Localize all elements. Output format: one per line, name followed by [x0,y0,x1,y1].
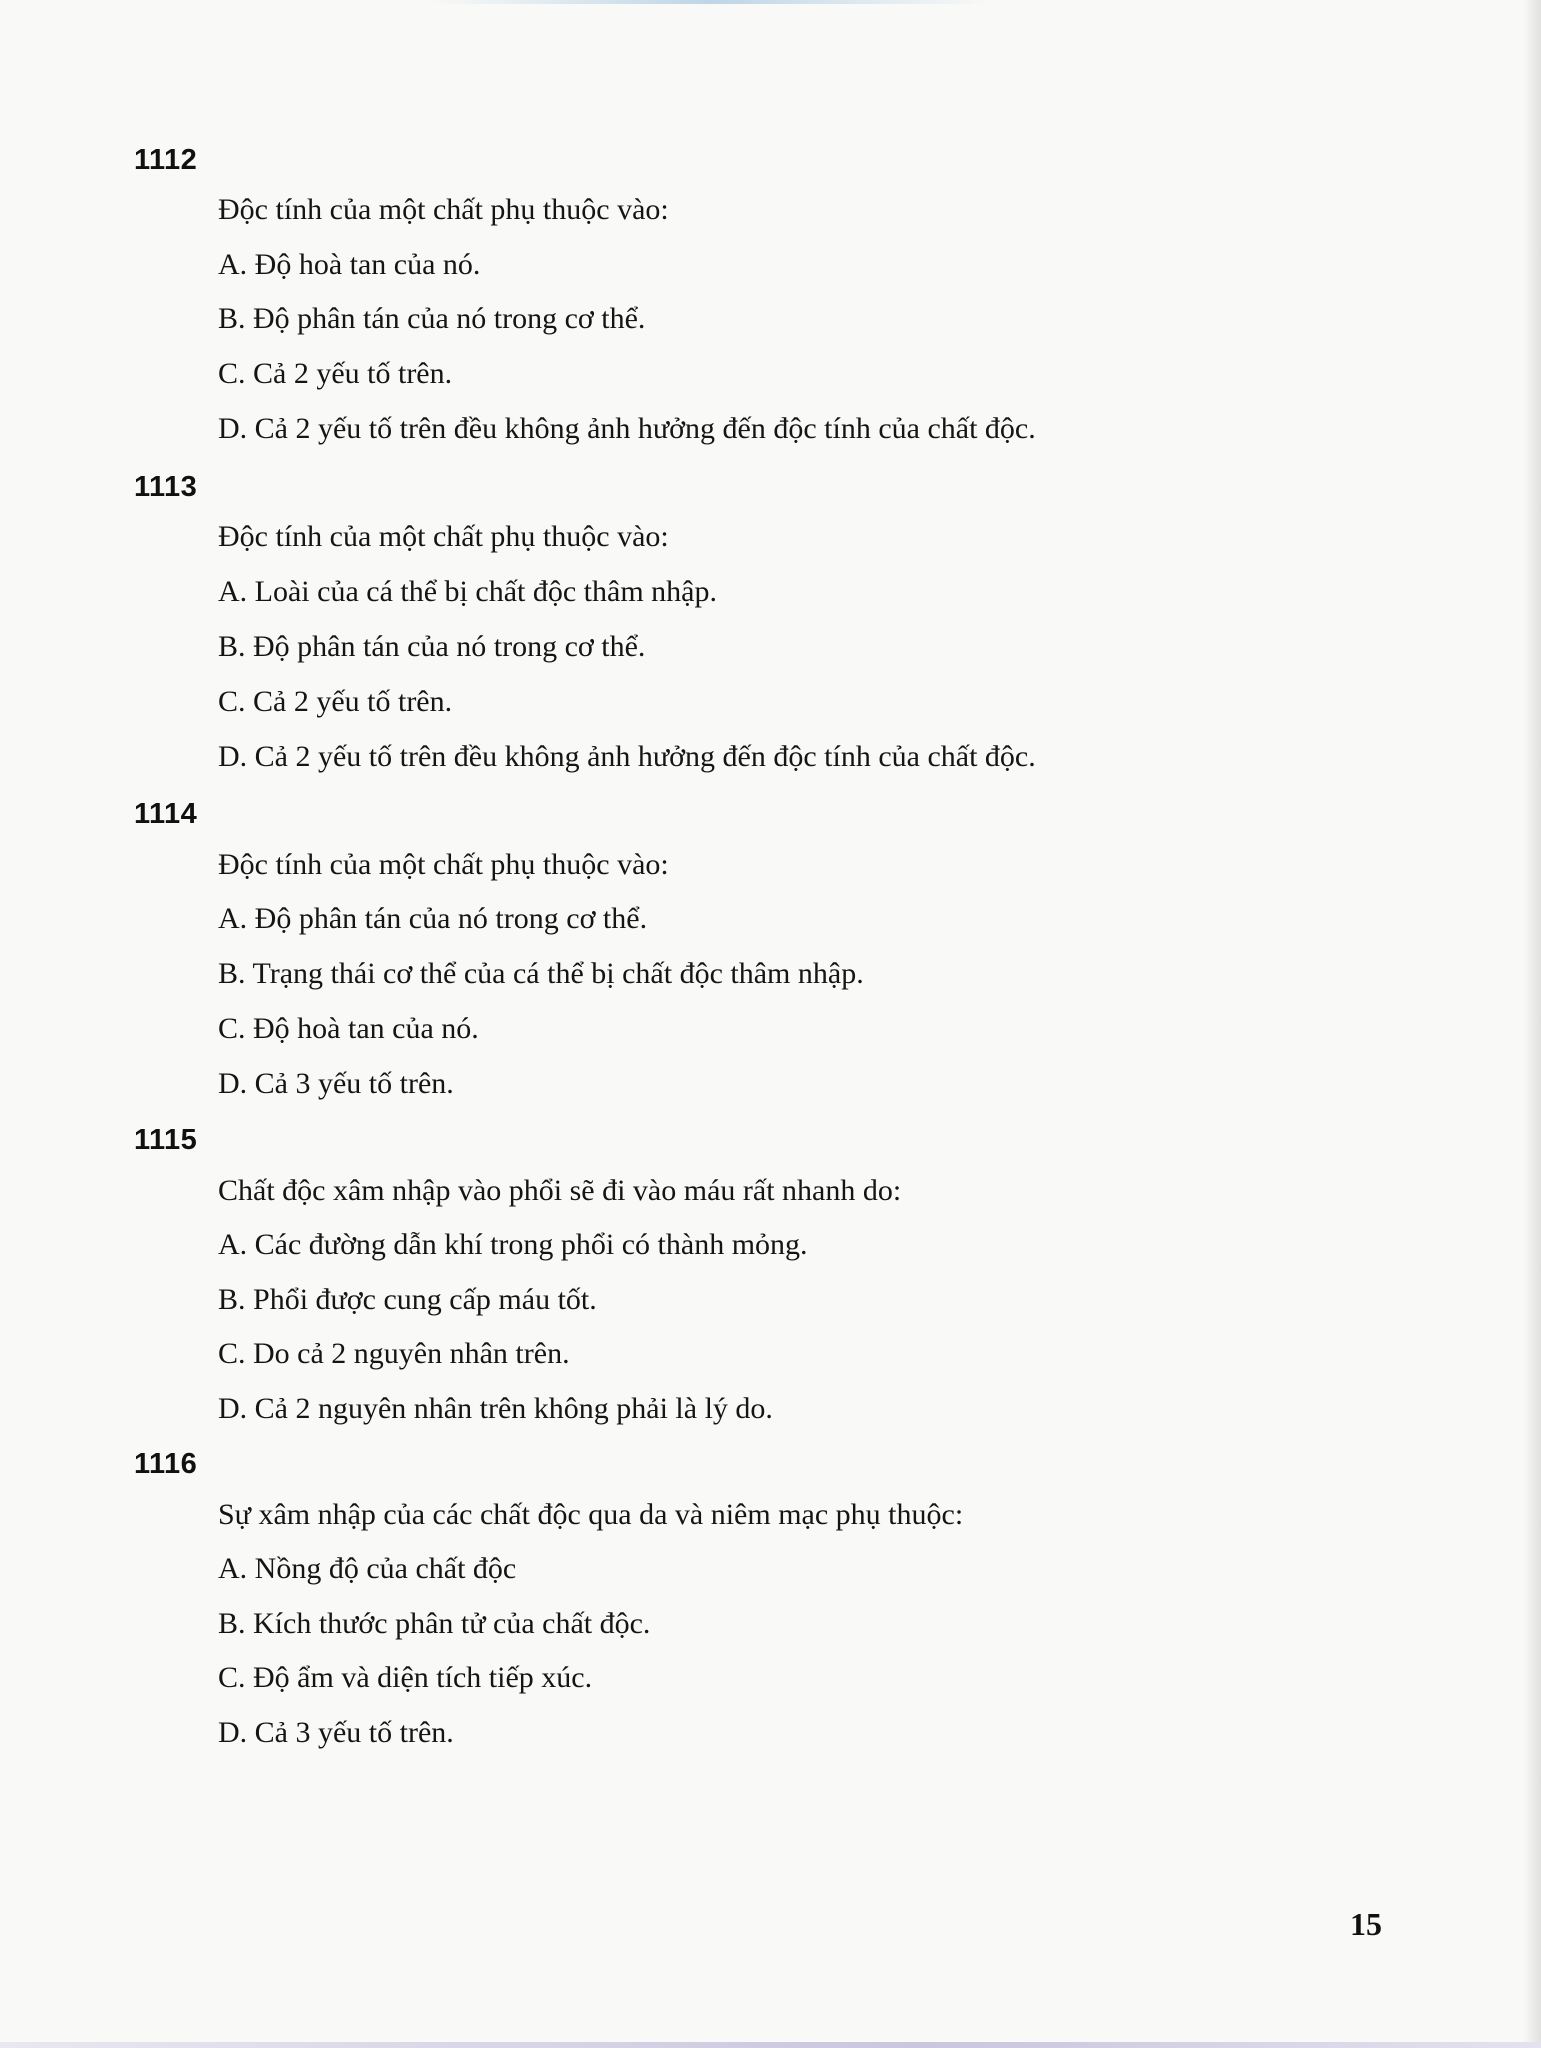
option-c: C. Độ ẩm và diện tích tiếp xúc. [218,1661,593,1694]
question-number: 1112 [134,144,198,176]
option-c: C. Do cả 2 nguyên nhân trên. [218,1337,570,1370]
option-a: A. Loài của cá thể bị chất độc thâm nhập. [218,575,717,608]
option-d: D. Cả 3 yếu tố trên. [218,1716,454,1749]
scan-edge-bottom [0,2042,1541,2048]
page-number: 15 [1350,1906,1382,1942]
question-stem: Chất độc xâm nhập vào phổi sẽ đi vào máu rất nhanh do: [218,1174,902,1207]
option-a: A. Các đường dẫn khí trong phổi có thành mỏng. [218,1228,808,1261]
option-c: C. Cả 2 yếu tố trên. [218,685,453,718]
question-number: 1116 [134,1448,198,1480]
option-d: D. Cả 3 yếu tố trên. [218,1067,454,1100]
option-b: B. Phổi được cung cấp máu tốt. [218,1283,597,1316]
option-b: B. Độ phân tán của nó trong cơ thể. [218,302,646,335]
option-d: D. Cả 2 yếu tố trên đều không ảnh hưởng đến độc tính của chất độc. [218,412,1036,445]
question-stem: Độc tính của một chất phụ thuộc vào: [218,848,669,881]
option-c: C. Độ hoà tan của nó. [218,1012,479,1045]
scan-edge-right [1523,0,1541,2048]
option-b: B. Độ phân tán của nó trong cơ thể. [218,630,646,663]
option-b: B. Trạng thái cơ thể của cá thể bị chất độc thâm nhập. [218,957,864,990]
scan-edge-top [430,0,990,4]
option-a: A. Độ phân tán của nó trong cơ thể. [218,902,648,935]
option-d: D. Cả 2 yếu tố trên đều không ảnh hưởng đến độc tính của chất độc. [218,740,1036,773]
question-stem: Độc tính của một chất phụ thuộc vào: [218,193,669,226]
option-a: A. Nồng độ của chất độc [218,1552,517,1585]
question-stem: Sự xâm nhập của các chất độc qua da và niêm mạc phụ thuộc: [218,1498,964,1531]
option-a: A. Độ hoà tan của nó. [218,248,481,281]
question-stem: Độc tính của một chất phụ thuộc vào: [218,520,669,553]
question-number: 1115 [134,1124,198,1156]
option-d: D. Cả 2 nguyên nhân trên không phải là lý do. [218,1392,773,1425]
option-c: C. Cả 2 yếu tố trên. [218,357,453,390]
question-number: 1114 [134,798,198,830]
option-b: B. Kích thước phân tử của chất độc. [218,1607,651,1640]
question-number: 1113 [134,471,198,503]
